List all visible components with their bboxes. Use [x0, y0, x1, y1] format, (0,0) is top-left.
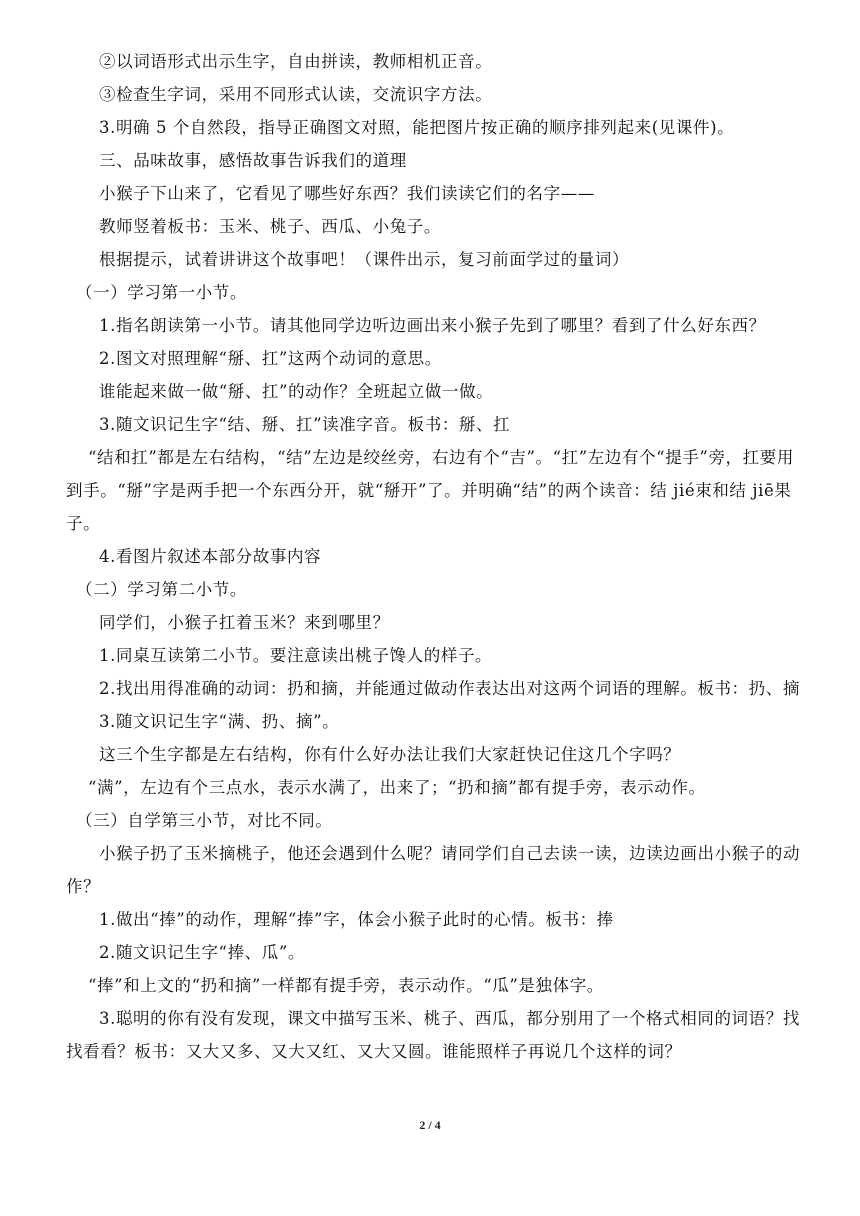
- subsection-heading: （一）学习第一小节。: [76, 283, 247, 302]
- paragraph: 教师竖着板书：玉米、桃子、西瓜、小兔子。: [99, 217, 441, 236]
- paragraph: 2.图文对照理解“掰、扛”这两个动词的意思。: [99, 349, 442, 368]
- document-page: [66, 0, 802, 1216]
- paragraph: ③检查生字词，采用不同形式认读，交流识字方法。: [99, 85, 493, 104]
- subsection-heading: （三）自学第三小节，对比不同。: [76, 811, 333, 830]
- section-heading: 三、品味故事，感悟故事告诉我们的道理: [99, 151, 407, 170]
- paragraph: 1.同桌互读第二小节。要注意读出桃子馋人的样子。: [99, 646, 493, 665]
- paragraph: “结和扛”都是左右结构，“结”左边是绞丝旁，右边有个“吉”。“扛”左边有个“提手”旁，扛要用到手。“掰”字是两手把一个东西分开，就“掰开”了。并明确“结”的两个读音：结 jié束和结 jiē果子。: [66, 448, 794, 533]
- paragraph: 同学们，小猴子扛着玉米？来到哪里？: [99, 613, 390, 632]
- paragraph: 小猴子下山来了，它看见了哪些好东西？我们读读它们的名字——: [99, 184, 595, 203]
- paragraph: 3.明确 5 个自然段，指导正确图文对照，能把图片按正确的顺序排列起来(见课件)。: [99, 118, 735, 137]
- document-body: [66, 45, 802, 1068]
- paragraph: 1.指名朗读第一小节。请其他同学边听边画出来小猴子先到了哪里？看到了什么好东西？: [99, 316, 766, 335]
- page-number: 2 / 4: [419, 1118, 441, 1132]
- paragraph: 3.聪明的你有没有发现，课文中描写玉米、桃子、西瓜，都分别用了一个格式相同的词语？找找看看？板书：又大又多、又大又红、又大又圆。谁能照样子再说几个这样的词？: [66, 1009, 800, 1061]
- paragraph: 3.随文识记生字“满、扔、摘”。: [99, 712, 340, 731]
- paragraph: 4.看图片叙述本部分故事内容: [99, 547, 322, 566]
- paragraph: 1.做出“捧”的动作，理解“捧”字，体会小猴子此时的心情。板书：捧: [99, 910, 614, 929]
- paragraph: ②以词语形式出示生字，自由拼读，教师相机正音。: [99, 52, 493, 71]
- paragraph: “捧”和上文的“扔和摘”一样都有提手旁，表示动作。“瓜”是独体字。: [88, 976, 604, 995]
- subsection-heading: （二）学习第二小节。: [76, 580, 247, 599]
- paragraph: 根据提示，试着讲讲这个故事吧！（课件出示，复习前面学过的量词）: [99, 250, 630, 269]
- paragraph: 谁能起来做一做“掰、扛”的动作？全班起立做一做。: [99, 382, 494, 401]
- paragraph: 小猴子扔了玉米摘桃子，他还会遇到什么呢？请同学们自己去读一读，边读边画出小猴子的动作？: [66, 844, 801, 896]
- paragraph: “满”，左边有个三点水，表示水满了，出来了；“扔和摘”都有提手旁，表示动作。: [88, 778, 706, 797]
- paragraph: 这三个生字都是左右结构，你有什么好办法让我们大家赶快记住这几个字吗？: [99, 745, 681, 764]
- paragraph: 3.随文识记生字“结、掰、扛”读准字音。板书：掰、扛: [99, 415, 511, 434]
- paragraph: 2.随文识记生字“捧、瓜”。: [99, 943, 306, 962]
- paragraph: 2.找出用得准确的动词：扔和摘，并能通过做动作表达出对这两个词语的理解。板书：扔、摘: [99, 679, 800, 698]
